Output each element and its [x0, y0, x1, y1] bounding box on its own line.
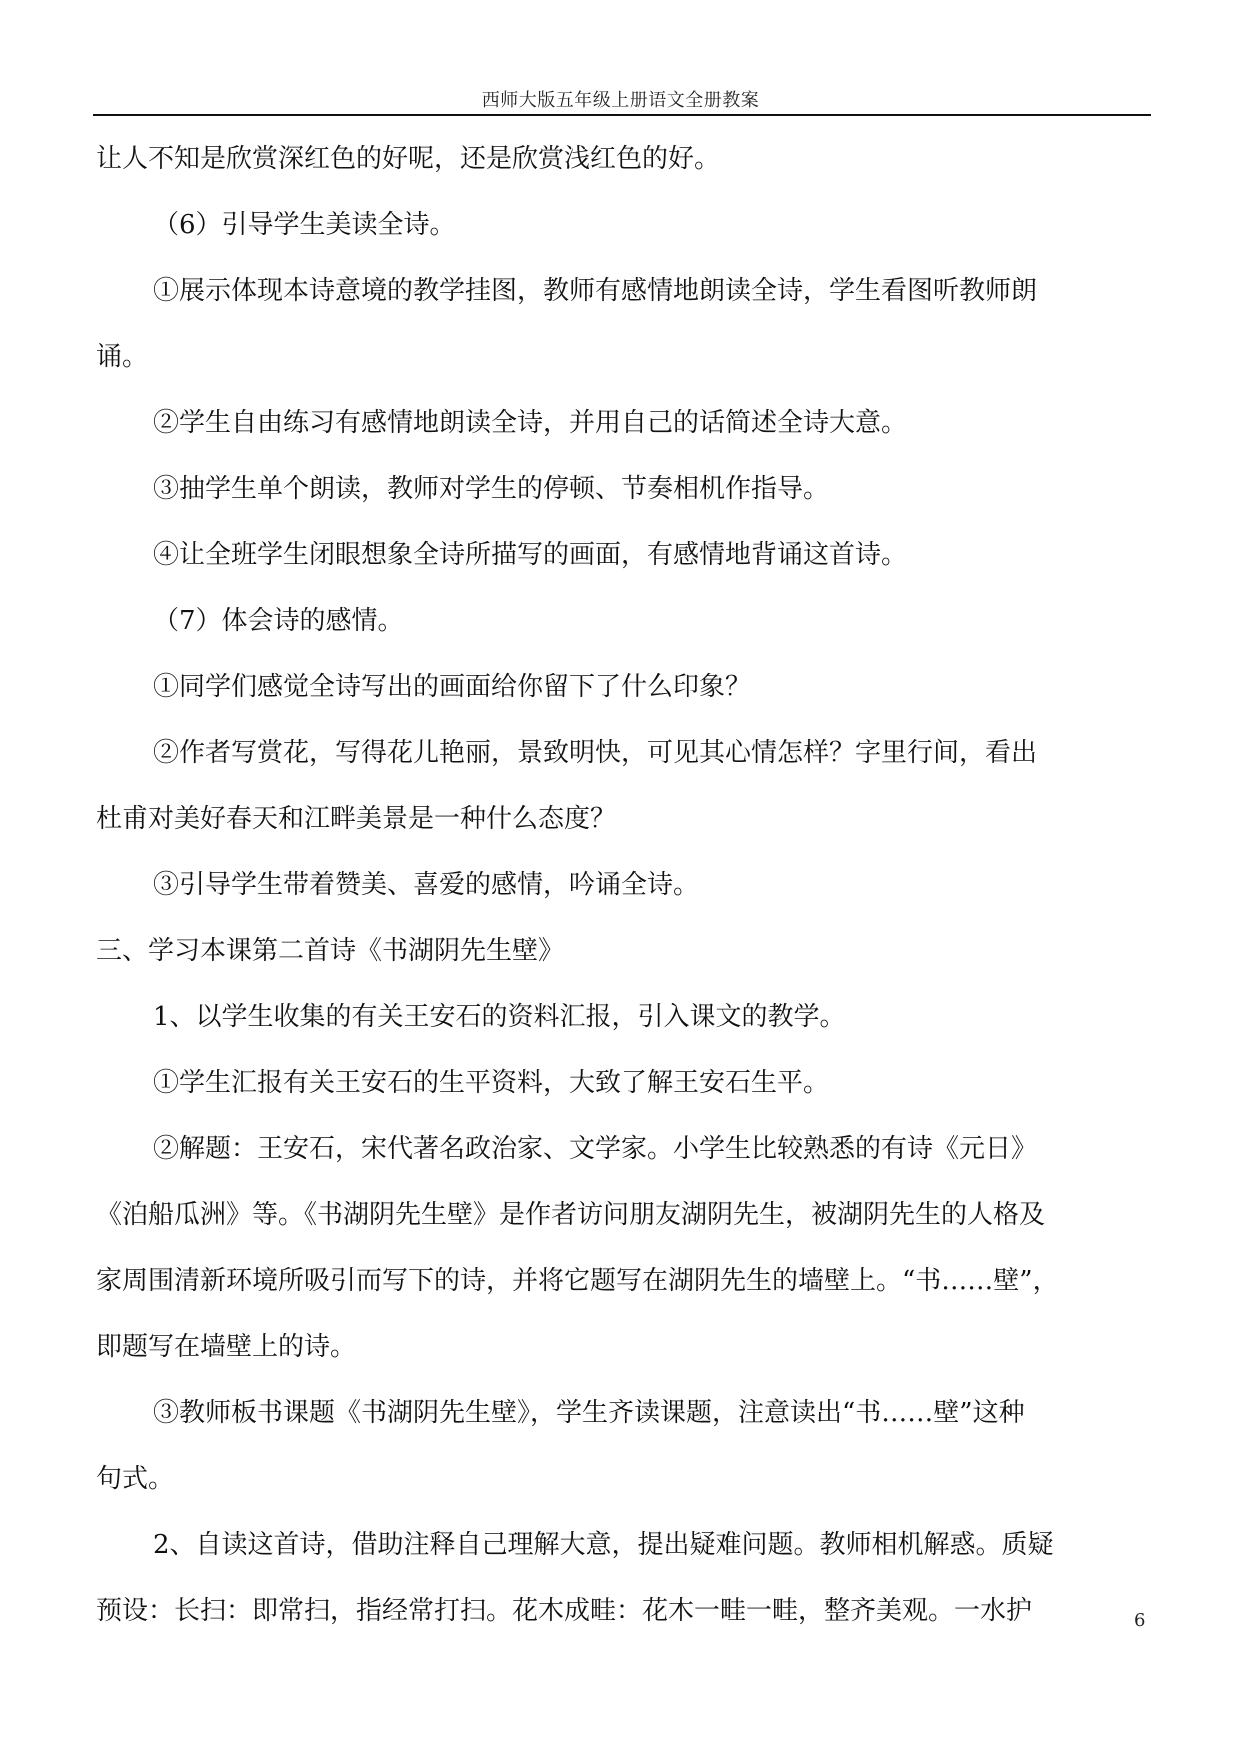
page-number: 6 [1134, 1610, 1146, 1631]
text-line: ①同学们感觉全诗写出的画面给你留下了什么印象？ [153, 672, 752, 702]
text-line: 句式。 [96, 1464, 175, 1494]
text-line: 1、以学生收集的有关王安石的资料汇报，引入课文的教学。 [153, 1002, 846, 1032]
document-body [96, 126, 1148, 1644]
text-line: ②学生自由练习有感情地朗读全诗，并用自己的话简述全诗大意。 [153, 408, 908, 438]
text-line: ①展示体现本诗意境的教学挂图，教师有感情地朗读全诗，学生看图听教师朗 [153, 276, 1038, 306]
header-divider [93, 114, 1151, 116]
text-line: 《泊船瓜洲》等。《书湖阴先生壁》是作者访问朋友湖阴先生，被湖阴先生的人格及 [96, 1200, 1046, 1230]
text-line: （7）体会诗的感情。 [153, 606, 404, 636]
text-line: 杜甫对美好春天和江畔美景是一种什么态度？ [96, 804, 617, 834]
text-line: ②解题：王安石，宋代著名政治家、文学家。小学生比较熟悉的有诗《元日》 [153, 1134, 1038, 1164]
text-line: ③教师板书课题《书湖阴先生壁》，学生齐读课题，注意读出“书……壁”这种 [153, 1398, 1025, 1428]
text-line: ②作者写赏花，写得花儿艳丽，景致明快，可见其心情怎样？字里行间，看出 [153, 738, 1038, 768]
text-line: ③引导学生带着赞美、喜爱的感情，吟诵全诗。 [153, 870, 700, 900]
text-line: 预设：长扫：即常扫，指经常打扫。花木成畦：花木一畦一畦，整齐美观。一水护 [96, 1596, 1033, 1626]
text-line: 诵。 [96, 342, 149, 372]
text-line: ③抽学生单个朗读，教师对学生的停顿、节奏相机作指导。 [153, 474, 830, 504]
text-line: ①学生汇报有关王安石的生平资料，大致了解王安石生平。 [153, 1068, 830, 1098]
text-line: ④让全班学生闭眼想象全诗所描写的画面，有感情地背诵这首诗。 [153, 540, 908, 570]
running-header: 西师大版五年级上册语文全册教案 [481, 90, 760, 111]
text-line: 让人不知是欣赏深红色的好呢，还是欣赏浅红色的好。 [96, 144, 721, 174]
text-line: （6）引导学生美读全诗。 [153, 210, 456, 240]
section-heading: 三、学习本课第二首诗《书湖阴先生壁》 [96, 936, 565, 966]
text-line: 即题写在墙壁上的诗。 [96, 1332, 357, 1362]
text-line: 家周围清新环境所吸引而写下的诗，并将它题写在湖阴先生的墙壁上。“书……壁”， [96, 1266, 1059, 1296]
text-line: 2、自读这首诗，借助注释自己理解大意，提出疑难问题。教师相机解惑。质疑 [153, 1530, 1054, 1560]
